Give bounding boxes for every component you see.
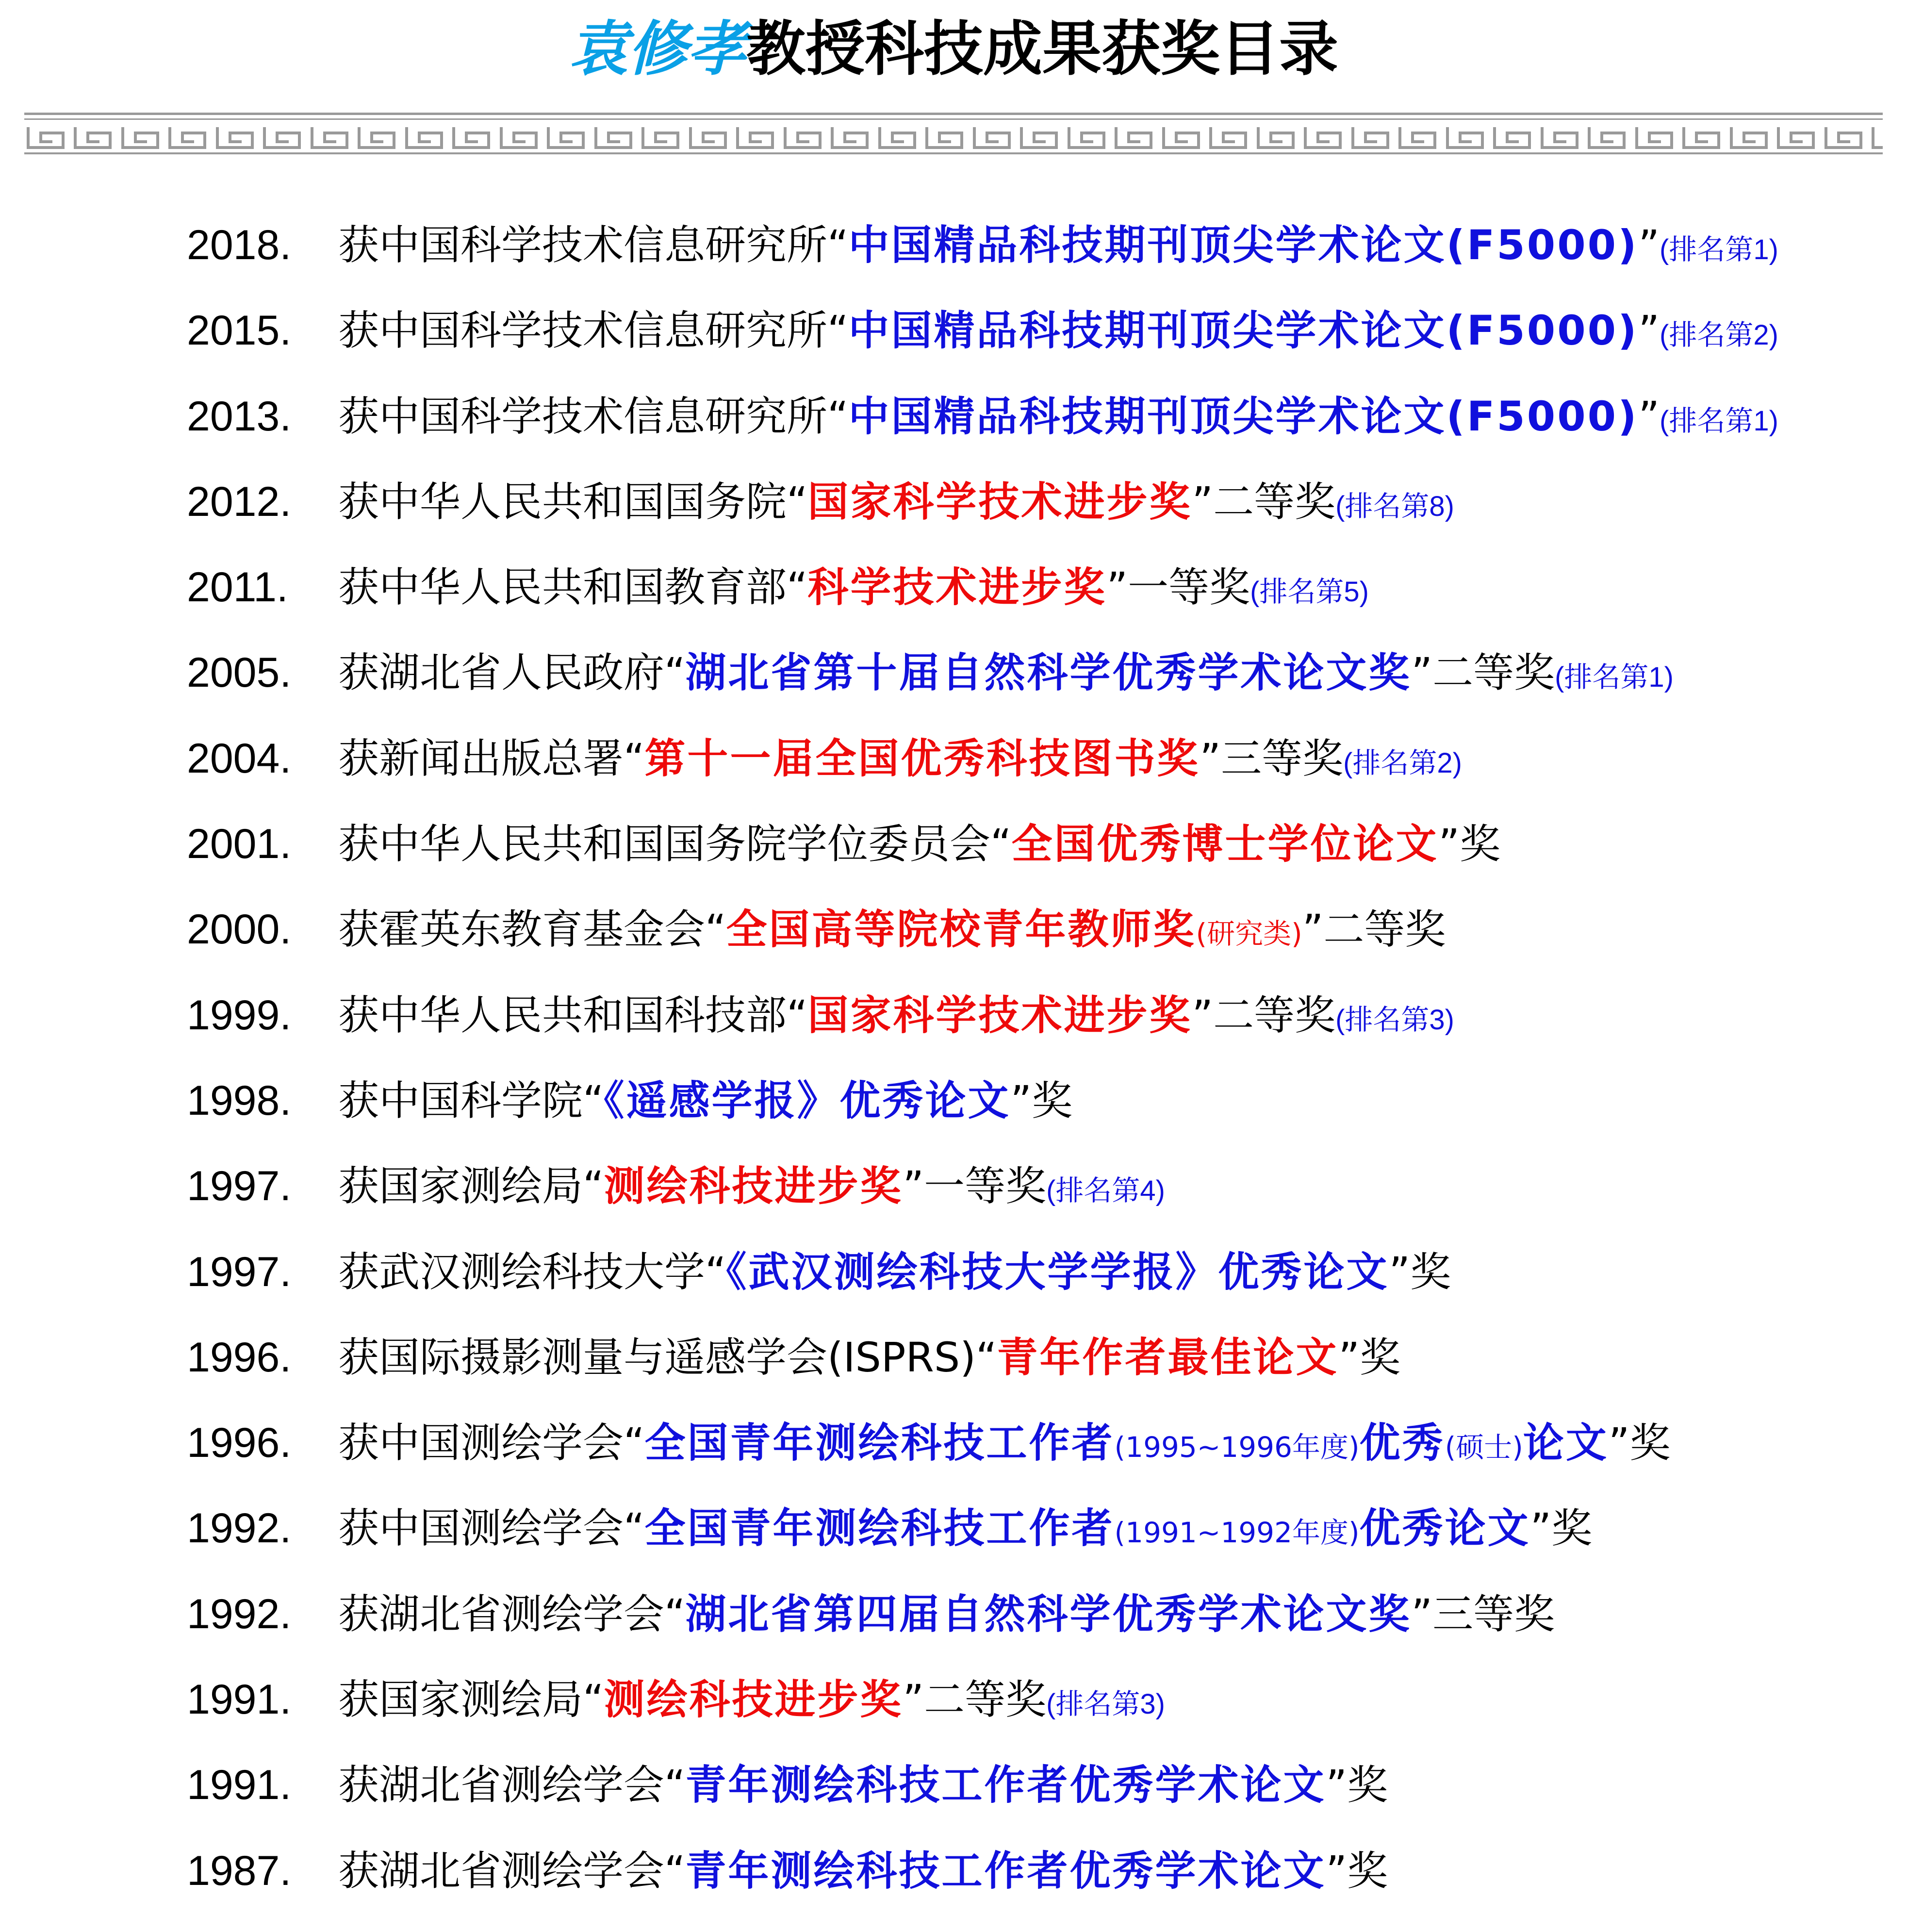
award-name — [726, 906, 1302, 953]
award-year: 1991. — [187, 1676, 292, 1723]
award-rank: (排名第4) — [1046, 1175, 1165, 1207]
award-row — [187, 1419, 1907, 1504]
award-name-text: 全国青年测绘科技工作者 — [644, 1504, 1115, 1552]
award-name — [808, 991, 1192, 1039]
award-row — [187, 905, 1907, 991]
award-name-text: 国家科学技术进步奖 — [807, 478, 1192, 526]
award-grade: ”二等奖 — [1192, 991, 1336, 1039]
award-row — [187, 478, 1907, 563]
award-name — [645, 1504, 1530, 1552]
award-issuer: 获中国测绘学会“ — [338, 1504, 645, 1552]
award-row — [187, 221, 1907, 306]
award-name-text: 青年作者最佳论文 — [997, 1333, 1339, 1381]
award-grade: ”奖 — [1389, 1248, 1451, 1296]
award-grade: ”奖 — [1530, 1504, 1593, 1552]
award-issuer: 获中国科学技术信息研究所“ — [338, 307, 849, 355]
award-name-text: 国家科学技术进步奖 — [807, 991, 1192, 1039]
award-grade: ”奖 — [1326, 1847, 1388, 1895]
award-name — [604, 1162, 903, 1210]
award-rank: (排名第2) — [1660, 319, 1778, 351]
award-year: 2005. — [187, 649, 292, 696]
award-grade: ” — [1638, 221, 1660, 269]
award-grade: ”二等奖 — [1411, 649, 1555, 697]
award-name-text: 中国精品科技期刊顶尖学术论文(F5000) — [848, 221, 1639, 269]
award-issuer: 获国际摄影测量与遥感学会(ISPRS)“ — [338, 1333, 997, 1381]
award-grade: ”三等奖 — [1411, 1590, 1555, 1638]
fret-border-divider — [24, 112, 1883, 155]
award-grade: ”一等奖 — [903, 1162, 1047, 1210]
award-row — [187, 648, 1907, 734]
award-row — [187, 1333, 1907, 1419]
award-year: 1992. — [187, 1505, 292, 1552]
award-name — [726, 1248, 1389, 1296]
award-year: 1987. — [187, 1847, 292, 1894]
award-name — [997, 1334, 1339, 1381]
award-year: 2004. — [187, 735, 292, 782]
award-name — [808, 478, 1192, 526]
award-row — [187, 1761, 1907, 1846]
award-name-text: 湖北省第十届自然科学优秀学术论文奖 — [685, 649, 1412, 697]
award-row — [187, 991, 1907, 1076]
award-list — [187, 221, 1907, 1932]
award-year: 2001. — [187, 821, 292, 868]
award-issuer: 获湖北省测绘学会“ — [338, 1847, 686, 1895]
award-name-text: 《武汉测绘科技大学学报》优秀论文 — [726, 1248, 1389, 1296]
award-year: 2011. — [187, 564, 288, 611]
award-issuer: 获中华人民共和国国务院“ — [338, 478, 808, 526]
award-row — [187, 1076, 1907, 1162]
award-row — [187, 1675, 1907, 1761]
award-year: 2012. — [187, 478, 292, 525]
award-year: 1996. — [187, 1420, 292, 1467]
award-issuer: 获中国科学技术信息研究所“ — [338, 392, 849, 440]
award-year: 1992. — [187, 1590, 292, 1637]
award-name-text: 优秀 — [1359, 1419, 1445, 1467]
award-name-text: 中国精品科技期刊顶尖学术论文(F5000) — [848, 392, 1639, 440]
award-year: 2015. — [187, 307, 292, 354]
award-name — [849, 393, 1639, 440]
award-name — [645, 735, 1200, 782]
award-name-note: (1991~1992年度) — [1114, 1516, 1360, 1550]
award-issuer: 获中华人民共和国国务院学位委员会“ — [338, 820, 1012, 868]
award-name-note: (硕士) — [1445, 1431, 1523, 1464]
award-grade: ”一等奖 — [1106, 563, 1250, 611]
page-title — [0, 0, 1907, 121]
award-name — [1012, 820, 1439, 868]
award-issuer: 获中国科学院“ — [338, 1076, 604, 1124]
award-rank: (排名第1) — [1555, 661, 1674, 694]
award-name-text: 科学技术进步奖 — [807, 563, 1107, 611]
award-issuer: 获湖北省测绘学会“ — [338, 1761, 686, 1809]
award-year: 1997. — [187, 1248, 292, 1295]
award-rank: (排名第5) — [1250, 576, 1369, 608]
title-text: 教授科技成果获奖目录 — [746, 15, 1338, 83]
award-grade: ”三等奖 — [1200, 734, 1344, 782]
award-row — [187, 1248, 1907, 1333]
award-name-text: 全国优秀博士学位论文 — [1011, 820, 1439, 868]
award-name-text: 湖北省第四届自然科学优秀学术论文奖 — [685, 1590, 1412, 1638]
award-grade: ” — [1638, 392, 1660, 440]
award-row — [187, 1847, 1907, 1932]
award-name-text: 全国高等院校青年教师奖 — [726, 906, 1196, 954]
award-name — [686, 649, 1412, 696]
award-grade: ”奖 — [1010, 1076, 1073, 1124]
award-issuer: 获新闻出版总署“ — [338, 734, 645, 782]
award-row — [187, 306, 1907, 392]
award-grade: ”奖 — [1326, 1761, 1388, 1809]
award-name — [686, 1590, 1412, 1638]
award-rank: (排名第3) — [1046, 1688, 1165, 1720]
award-grade: ”奖 — [1608, 1419, 1671, 1467]
award-issuer: 获湖北省人民政府“ — [338, 649, 686, 697]
award-name — [645, 1419, 1609, 1467]
award-issuer: 获中国科学技术信息研究所“ — [338, 221, 849, 269]
award-name — [604, 1676, 903, 1723]
award-year: 2018. — [187, 222, 292, 268]
award-name — [849, 307, 1639, 354]
award-name-text: 第十一届全国优秀科技图书奖 — [644, 734, 1200, 782]
award-name-text: 测绘科技进步奖 — [604, 1676, 903, 1724]
award-name-note: (1995~1996年度) — [1114, 1431, 1360, 1464]
award-row — [187, 734, 1907, 820]
award-row — [187, 1590, 1907, 1675]
award-name-text: 全国青年测绘科技工作者 — [644, 1419, 1115, 1467]
award-rank: (排名第2) — [1343, 747, 1462, 779]
award-name-note: (研究类) — [1196, 917, 1302, 951]
award-grade: ”奖 — [1438, 820, 1501, 868]
award-grade: ”二等奖 — [1302, 906, 1446, 954]
award-name-text: 论文 — [1523, 1419, 1609, 1467]
award-issuer: 获武汉测绘科技大学“ — [338, 1248, 726, 1296]
award-year: 1999. — [187, 991, 292, 1039]
award-rank: (排名第3) — [1335, 1004, 1454, 1036]
author-name: 袁修孝 — [569, 14, 746, 83]
award-row — [187, 1504, 1907, 1589]
award-issuer: 获国家测绘局“ — [338, 1676, 604, 1724]
award-grade: ”二等奖 — [903, 1676, 1047, 1724]
award-year: 1996. — [187, 1334, 292, 1381]
award-year: 1998. — [187, 1077, 292, 1124]
award-row — [187, 563, 1907, 648]
award-issuer: 获湖北省测绘学会“ — [338, 1590, 686, 1638]
award-row — [187, 820, 1907, 905]
award-issuer: 获中国测绘学会“ — [338, 1419, 645, 1467]
award-grade: ”奖 — [1338, 1333, 1401, 1381]
award-year: 2000. — [187, 906, 292, 953]
award-row — [187, 1162, 1907, 1247]
award-row — [187, 392, 1907, 478]
award-year: 2013. — [187, 393, 292, 440]
award-name-text: 优秀论文 — [1359, 1504, 1530, 1552]
award-name — [686, 1761, 1326, 1809]
award-name-text: 青年测绘科技工作者优秀学术论文 — [685, 1761, 1326, 1809]
award-year: 1997. — [187, 1163, 292, 1210]
award-grade: ”二等奖 — [1192, 478, 1336, 526]
award-issuer: 获国家测绘局“ — [338, 1162, 604, 1210]
award-issuer: 获中华人民共和国科技部“ — [338, 991, 808, 1039]
award-name-text: 青年测绘科技工作者优秀学术论文 — [685, 1847, 1326, 1895]
award-name-text: 《遥感学报》优秀论文 — [604, 1076, 1011, 1124]
award-name-text: 测绘科技进步奖 — [604, 1162, 903, 1210]
award-rank: (排名第8) — [1335, 490, 1454, 522]
award-name — [849, 221, 1639, 269]
award-rank: (排名第1) — [1660, 234, 1778, 265]
award-year: 1991. — [187, 1762, 292, 1809]
award-issuer: 获霍英东教育基金会“ — [338, 906, 726, 954]
award-name-text: 中国精品科技期刊顶尖学术论文(F5000) — [848, 307, 1639, 355]
award-rank: (排名第1) — [1660, 405, 1778, 437]
award-grade: ” — [1638, 307, 1660, 355]
award-name — [604, 1077, 1011, 1124]
award-issuer: 获中华人民共和国教育部“ — [338, 563, 808, 611]
award-name — [686, 1847, 1326, 1895]
award-name — [808, 563, 1107, 611]
